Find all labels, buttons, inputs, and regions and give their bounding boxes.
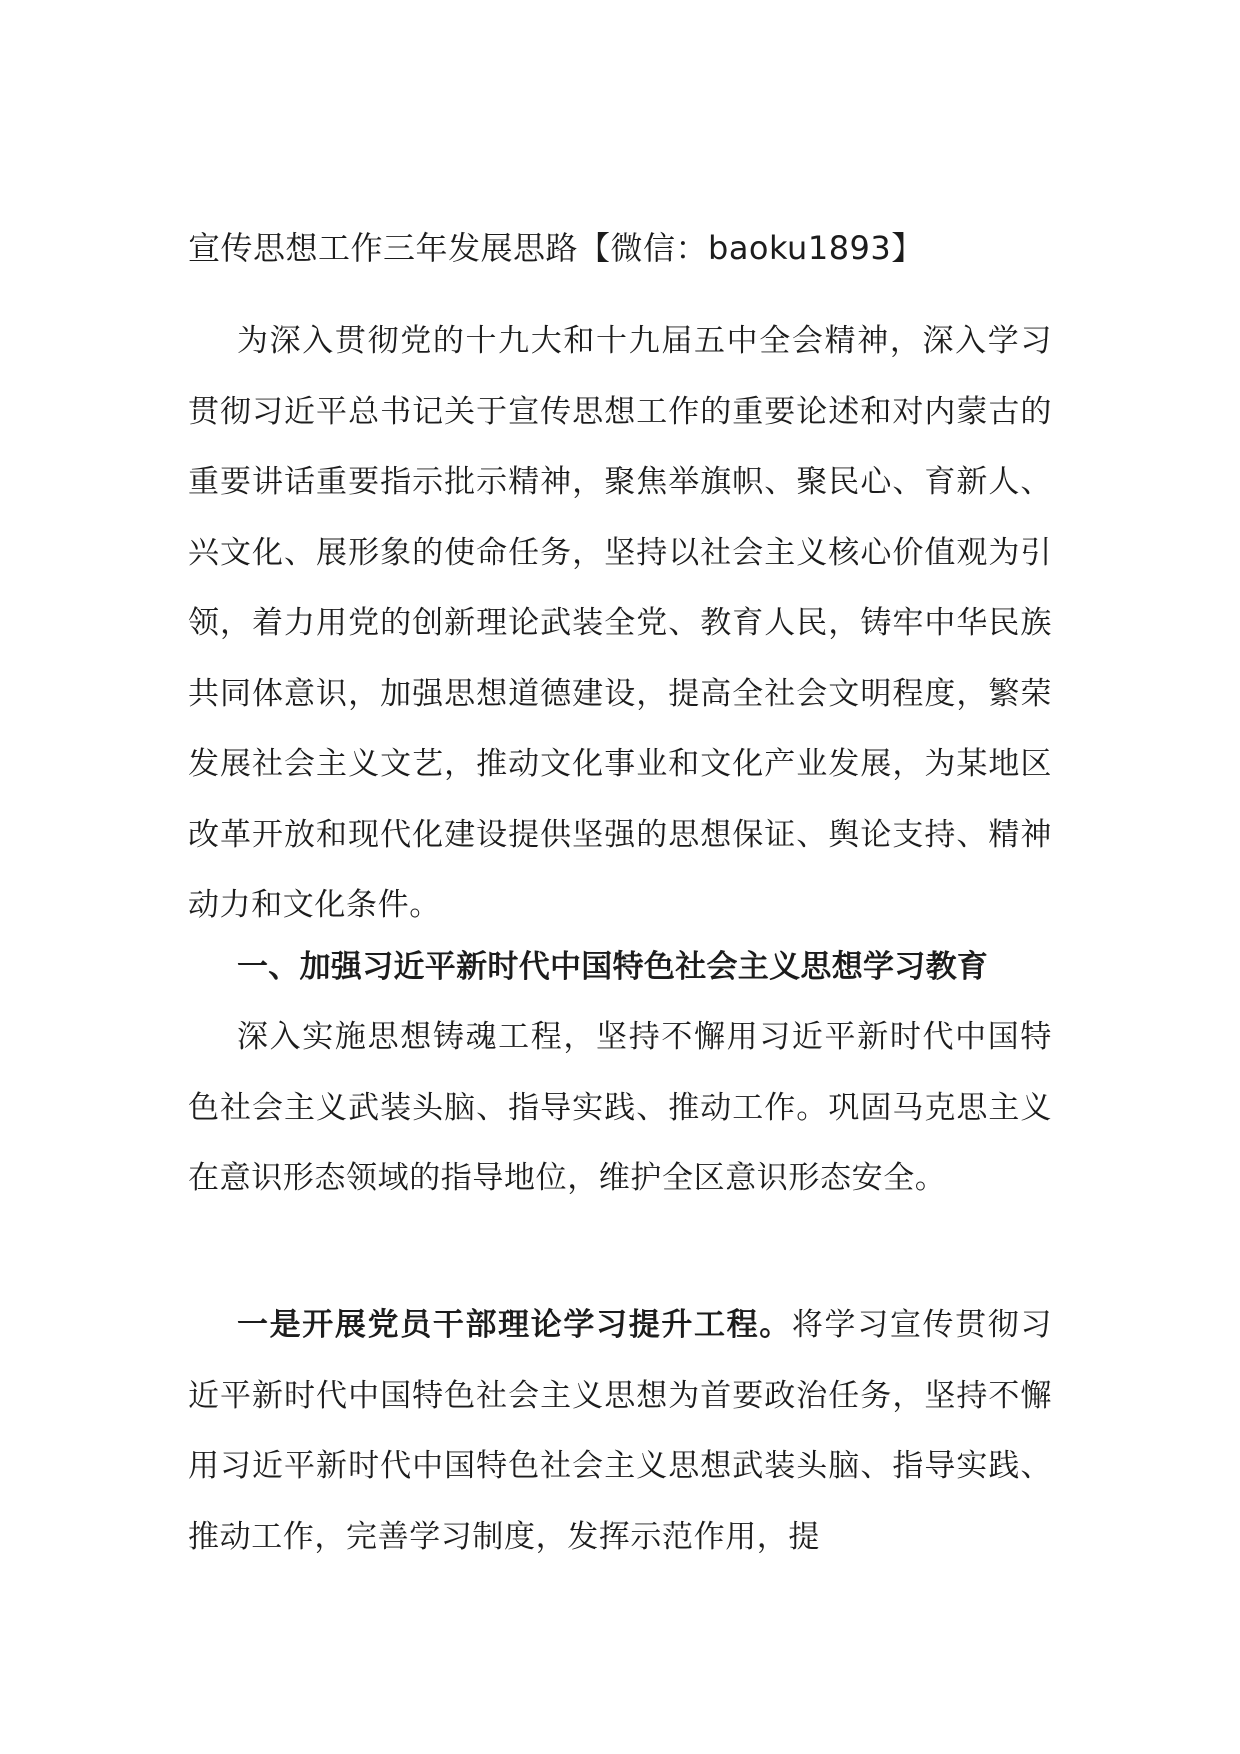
- intro-paragraph: 为深入贯彻党的十九大和十九届五中全会精神，深入学习贯彻习近平总书记关于宣传思想工作的重要论述和对内蒙古的重要讲话重要指示批示精神，聚焦举旗帜、聚民心、育新人、兴文化、展形象的使命任务，坚持以社会主义核心价值观为引领，着力用党的创新理论武装全党、教育人民，铸牢中华民族共同体意识，加强思想道德建设，提高全社会文明程度，繁荣发展社会主义文艺，推动文化事业和文化产业发展，为某地区改革开放和现代化建设提供坚强的思想保证、舆论支持、精神动力和文化条件。: [188, 323, 1052, 923]
- item-lead-text: 一是开展党员干部理论学习提升工程。: [237, 1307, 792, 1343]
- item-paragraph: [188, 1290, 1052, 1572]
- document-title: 宣传思想工作三年发展思路【微信：baoku1893】: [188, 229, 924, 267]
- item-body-text: 将学习宣传贯彻习近平新时代中国特色社会主义思想为首要政治任务，坚持不懈用习近平新时代中国特色社会主义思想武装头脑、指导实践、推动工作，完善学习制度，发挥示范作用，提: [188, 1307, 1052, 1555]
- section-heading: 一、加强习近平新时代中国特色社会主义思想学习教育: [237, 949, 989, 985]
- section-body-paragraph: 深入实施思想铸魂工程，坚持不懈用习近平新时代中国特色社会主义武装头脑、指导实践、推动工作。巩固马克思主义在意识形态领域的指导地位，维护全区意识形态安全。: [188, 1019, 1052, 1196]
